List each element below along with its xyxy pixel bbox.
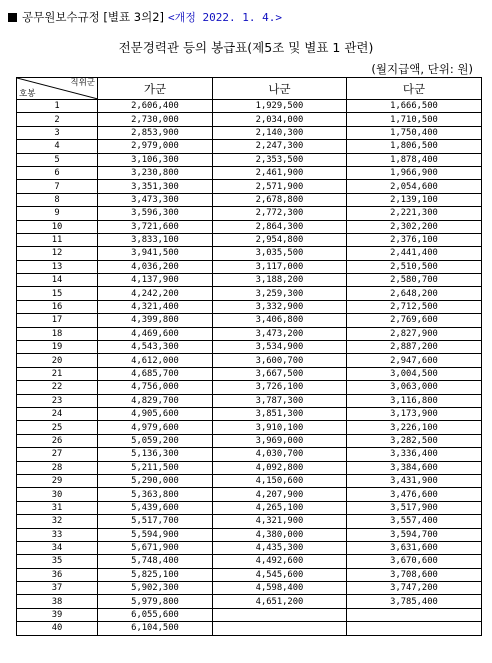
da-salary-cell: 1,710,500 — [347, 113, 482, 126]
table-title: 전문경력관 등의 봉급표(제5조 및 별표 1 관련) — [118, 40, 374, 55]
ga-salary-cell: 5,671,900 — [98, 541, 213, 554]
step-cell: 14 — [17, 274, 98, 287]
ga-salary-cell: 5,748,400 — [98, 555, 213, 568]
step-cell: 26 — [17, 434, 98, 447]
table-row — [17, 501, 482, 514]
table-row — [17, 461, 482, 474]
na-salary-cell: 3,851,300 — [213, 407, 347, 420]
na-salary-cell: 3,787,300 — [213, 394, 347, 407]
ga-salary-cell: 3,106,300 — [98, 153, 213, 166]
da-salary-cell: 1,966,900 — [347, 166, 482, 179]
ga-salary-cell: 3,833,100 — [98, 233, 213, 246]
na-salary-cell: 4,598,400 — [213, 582, 347, 595]
table-row — [17, 233, 482, 246]
da-salary-cell: 2,054,600 — [347, 180, 482, 193]
table-row — [17, 260, 482, 273]
na-salary-cell — [213, 622, 347, 635]
table-row — [17, 474, 482, 487]
ga-salary-cell: 5,979,800 — [98, 595, 213, 608]
na-salary-cell: 3,188,200 — [213, 274, 347, 287]
da-salary-cell — [347, 622, 482, 635]
ga-salary-cell: 5,902,300 — [98, 582, 213, 595]
step-cell: 28 — [17, 461, 98, 474]
step-cell: 5 — [17, 153, 98, 166]
da-salary-cell: 2,827,900 — [347, 327, 482, 340]
na-salary-cell: 4,092,800 — [213, 461, 347, 474]
da-salary-cell: 1,806,500 — [347, 140, 482, 153]
step-cell: 32 — [17, 515, 98, 528]
na-salary-cell: 2,140,300 — [213, 126, 347, 139]
na-salary-cell: 2,772,300 — [213, 207, 347, 220]
table-row — [17, 193, 482, 206]
da-salary-cell: 3,594,700 — [347, 528, 482, 541]
da-salary-cell: 3,747,200 — [347, 582, 482, 595]
ga-salary-cell: 3,473,300 — [98, 193, 213, 206]
da-salary-cell: 3,557,400 — [347, 515, 482, 528]
table-row — [17, 367, 482, 380]
da-salary-cell: 2,887,200 — [347, 341, 482, 354]
na-salary-cell: 3,969,000 — [213, 434, 347, 447]
ga-salary-cell: 4,756,000 — [98, 381, 213, 394]
table-row — [17, 555, 482, 568]
da-salary-cell: 3,226,100 — [347, 421, 482, 434]
step-cell: 17 — [17, 314, 98, 327]
ga-salary-cell: 2,730,000 — [98, 113, 213, 126]
na-salary-cell: 3,035,500 — [213, 247, 347, 260]
da-salary-cell: 3,116,800 — [347, 394, 482, 407]
step-cell: 29 — [17, 474, 98, 487]
da-salary-cell: 3,063,000 — [347, 381, 482, 394]
na-salary-cell: 4,207,900 — [213, 488, 347, 501]
table-row — [17, 287, 482, 300]
na-salary-cell: 3,726,100 — [213, 381, 347, 394]
table-row — [17, 166, 482, 179]
ga-salary-cell: 4,543,300 — [98, 341, 213, 354]
na-salary-cell: 4,380,000 — [213, 528, 347, 541]
na-salary-cell: 2,247,300 — [213, 140, 347, 153]
ga-salary-cell: 4,829,700 — [98, 394, 213, 407]
table-row — [17, 595, 482, 608]
na-salary-cell: 1,929,500 — [213, 100, 347, 113]
da-salary-cell: 1,666,500 — [347, 100, 482, 113]
table-row — [17, 541, 482, 554]
na-salary-cell: 3,473,200 — [213, 327, 347, 340]
table-row — [17, 407, 482, 420]
table-row — [17, 515, 482, 528]
unit-note: (월지급액, 단위: 원) — [371, 62, 473, 76]
na-salary-cell: 4,492,600 — [213, 555, 347, 568]
na-salary-cell: 4,651,200 — [213, 595, 347, 608]
table-row — [17, 140, 482, 153]
ga-salary-cell: 2,606,400 — [98, 100, 213, 113]
step-cell: 20 — [17, 354, 98, 367]
ga-salary-cell: 4,137,900 — [98, 274, 213, 287]
da-salary-cell: 2,376,100 — [347, 233, 482, 246]
na-salary-cell: 2,034,000 — [213, 113, 347, 126]
ga-salary-cell: 3,941,500 — [98, 247, 213, 260]
ga-salary-cell: 5,825,100 — [98, 568, 213, 581]
na-salary-cell: 4,435,300 — [213, 541, 347, 554]
table-row — [17, 300, 482, 313]
da-salary-cell: 3,708,600 — [347, 568, 482, 581]
ga-salary-cell: 4,036,200 — [98, 260, 213, 273]
black-square-icon — [8, 13, 17, 22]
da-salary-cell: 2,712,500 — [347, 300, 482, 313]
ga-salary-cell: 5,136,300 — [98, 448, 213, 461]
na-salary-cell: 4,545,600 — [213, 568, 347, 581]
step-cell: 1 — [17, 100, 98, 113]
step-cell: 23 — [17, 394, 98, 407]
ga-salary-cell: 4,242,200 — [98, 287, 213, 300]
ga-salary-cell: 3,721,600 — [98, 220, 213, 233]
table-row — [17, 113, 482, 126]
ga-salary-cell: 4,612,000 — [98, 354, 213, 367]
da-salary-cell: 1,750,400 — [347, 126, 482, 139]
amendment-note: <개정 2022. 1. 4.> — [168, 11, 282, 24]
table-row — [17, 421, 482, 434]
table-row — [17, 528, 482, 541]
column-header-ga: 가군 — [98, 78, 213, 100]
step-cell: 12 — [17, 247, 98, 260]
step-cell: 2 — [17, 113, 98, 126]
regulation-title: 공무원보수규정 [별표 3의2] — [22, 10, 165, 24]
table-row — [17, 180, 482, 193]
da-salary-cell: 3,631,600 — [347, 541, 482, 554]
na-salary-cell: 2,353,500 — [213, 153, 347, 166]
ga-salary-cell: 5,290,000 — [98, 474, 213, 487]
na-salary-cell: 2,864,300 — [213, 220, 347, 233]
ga-salary-cell: 3,596,300 — [98, 207, 213, 220]
table-row — [17, 354, 482, 367]
da-salary-cell: 1,878,400 — [347, 153, 482, 166]
table-row — [17, 448, 482, 461]
step-cell: 25 — [17, 421, 98, 434]
na-salary-cell: 4,265,100 — [213, 501, 347, 514]
ga-salary-cell: 4,399,800 — [98, 314, 213, 327]
da-salary-cell: 3,670,600 — [347, 555, 482, 568]
na-salary-cell: 2,461,900 — [213, 166, 347, 179]
na-salary-cell: 3,332,900 — [213, 300, 347, 313]
step-cell: 22 — [17, 381, 98, 394]
step-cell: 39 — [17, 608, 98, 621]
table-row — [17, 582, 482, 595]
na-salary-cell: 4,321,900 — [213, 515, 347, 528]
table-row — [17, 568, 482, 581]
step-cell: 3 — [17, 126, 98, 139]
da-salary-cell: 3,004,500 — [347, 367, 482, 380]
corner-bottom-label: 호봉 — [19, 89, 36, 99]
ga-salary-cell: 5,059,200 — [98, 434, 213, 447]
da-salary-cell: 2,769,600 — [347, 314, 482, 327]
da-salary-cell: 2,139,100 — [347, 193, 482, 206]
step-cell: 11 — [17, 233, 98, 246]
na-salary-cell: 4,150,600 — [213, 474, 347, 487]
table-row — [17, 126, 482, 139]
na-salary-cell: 3,667,500 — [213, 367, 347, 380]
da-salary-cell: 3,517,900 — [347, 501, 482, 514]
step-cell: 37 — [17, 582, 98, 595]
da-salary-cell: 3,476,600 — [347, 488, 482, 501]
na-salary-cell: 3,534,900 — [213, 341, 347, 354]
step-cell: 13 — [17, 260, 98, 273]
da-salary-cell: 3,431,900 — [347, 474, 482, 487]
pay-table — [16, 77, 482, 636]
da-salary-cell: 2,441,400 — [347, 247, 482, 260]
da-salary-cell: 3,785,400 — [347, 595, 482, 608]
da-salary-cell: 2,648,200 — [347, 287, 482, 300]
ga-salary-cell: 4,905,600 — [98, 407, 213, 420]
corner-top-label: 직위군 — [70, 78, 95, 88]
ga-salary-cell: 3,230,800 — [98, 166, 213, 179]
da-salary-cell: 3,384,600 — [347, 461, 482, 474]
ga-salary-cell: 4,685,700 — [98, 367, 213, 380]
ga-salary-cell: 5,439,600 — [98, 501, 213, 514]
step-cell: 21 — [17, 367, 98, 380]
ga-salary-cell: 4,979,600 — [98, 421, 213, 434]
table-row — [17, 207, 482, 220]
ga-salary-cell: 5,363,800 — [98, 488, 213, 501]
da-salary-cell: 2,580,700 — [347, 274, 482, 287]
na-salary-cell: 4,030,700 — [213, 448, 347, 461]
da-salary-cell — [347, 608, 482, 621]
na-salary-cell — [213, 608, 347, 621]
ga-salary-cell: 5,517,700 — [98, 515, 213, 528]
na-salary-cell: 3,600,700 — [213, 354, 347, 367]
step-cell: 16 — [17, 300, 98, 313]
na-salary-cell: 2,954,800 — [213, 233, 347, 246]
step-cell: 7 — [17, 180, 98, 193]
document-header — [8, 9, 282, 25]
step-cell: 6 — [17, 166, 98, 179]
column-header-na: 나군 — [213, 78, 347, 100]
na-salary-cell: 2,678,800 — [213, 193, 347, 206]
table-row — [17, 153, 482, 166]
corner-header-cell — [17, 78, 98, 100]
na-salary-cell: 3,406,800 — [213, 314, 347, 327]
step-cell: 30 — [17, 488, 98, 501]
ga-salary-cell: 2,979,000 — [98, 140, 213, 153]
table-row — [17, 488, 482, 501]
step-cell: 9 — [17, 207, 98, 220]
da-salary-cell: 2,302,200 — [347, 220, 482, 233]
step-cell: 36 — [17, 568, 98, 581]
table-row — [17, 394, 482, 407]
step-cell: 35 — [17, 555, 98, 568]
table-row — [17, 314, 482, 327]
step-cell: 10 — [17, 220, 98, 233]
ga-salary-cell: 4,321,400 — [98, 300, 213, 313]
ga-salary-cell: 4,469,600 — [98, 327, 213, 340]
ga-salary-cell: 5,211,500 — [98, 461, 213, 474]
step-cell: 27 — [17, 448, 98, 461]
step-cell: 40 — [17, 622, 98, 635]
column-header-da: 다군 — [347, 78, 482, 100]
da-salary-cell: 3,173,900 — [347, 407, 482, 420]
da-salary-cell: 3,336,400 — [347, 448, 482, 461]
step-cell: 34 — [17, 541, 98, 554]
table-row — [17, 608, 482, 621]
step-cell: 8 — [17, 193, 98, 206]
step-cell: 19 — [17, 341, 98, 354]
ga-salary-cell: 2,853,900 — [98, 126, 213, 139]
da-salary-cell: 2,947,600 — [347, 354, 482, 367]
table-row — [17, 622, 482, 635]
ga-salary-cell: 3,351,300 — [98, 180, 213, 193]
step-cell: 38 — [17, 595, 98, 608]
table-row — [17, 220, 482, 233]
table-row — [17, 274, 482, 287]
da-salary-cell: 3,282,500 — [347, 434, 482, 447]
step-cell: 4 — [17, 140, 98, 153]
na-salary-cell: 3,117,000 — [213, 260, 347, 273]
table-header-row — [17, 78, 482, 100]
table-row — [17, 100, 482, 113]
step-cell: 15 — [17, 287, 98, 300]
table-row — [17, 434, 482, 447]
ga-salary-cell: 6,104,500 — [98, 622, 213, 635]
ga-salary-cell: 6,055,600 — [98, 608, 213, 621]
na-salary-cell: 3,910,100 — [213, 421, 347, 434]
step-cell: 18 — [17, 327, 98, 340]
table-row — [17, 327, 482, 340]
step-cell: 31 — [17, 501, 98, 514]
na-salary-cell: 3,259,300 — [213, 287, 347, 300]
da-salary-cell: 2,221,300 — [347, 207, 482, 220]
table-row — [17, 381, 482, 394]
table-row — [17, 247, 482, 260]
na-salary-cell: 2,571,900 — [213, 180, 347, 193]
da-salary-cell: 2,510,500 — [347, 260, 482, 273]
table-row — [17, 341, 482, 354]
step-cell: 24 — [17, 407, 98, 420]
ga-salary-cell: 5,594,900 — [98, 528, 213, 541]
step-cell: 33 — [17, 528, 98, 541]
